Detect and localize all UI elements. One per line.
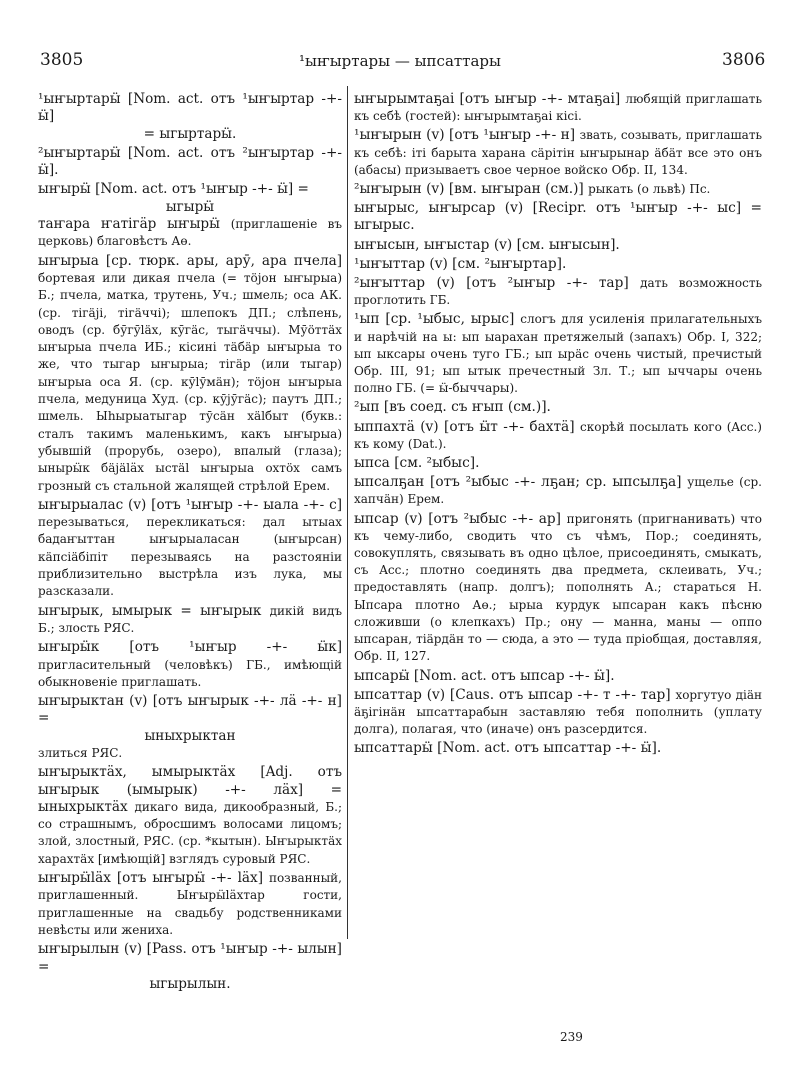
definition: пригласительный (человѣкъ) ГБ., имѣющій обыкновеніе приглашать. [38, 657, 342, 689]
headword: ыҥырык, ымырык [38, 602, 173, 619]
headword: ыпсалҕан [354, 474, 425, 491]
etymology: [отъ ыҥырӹ -+- läх] [116, 870, 264, 887]
headword: ыҥырыктан [38, 693, 124, 710]
definition: любящій приглашать къ себѣ (гостей): ыҥырымтаҕаі кісі. [354, 92, 762, 124]
page-number-left: 3805 [40, 50, 84, 70]
cross-reference: ыныхрыктан [144, 727, 236, 744]
headword: ыпсар [354, 510, 399, 527]
definition: дать возможность проглотить ГБ. [354, 276, 762, 308]
definition: дикаго вида, дикообразный, Б.; со страшнымъ, обросшимъ волосами лицомъ; злой, злостный, РЯС. (ср. *кытын). Ыҥырыктäх харахтäх [имѣющій] взглядъ суровый РЯС. [38, 799, 342, 866]
dictionary-entry [354, 237, 762, 254]
headword: ыҥырӹ [38, 181, 91, 198]
definition: ущелье (ср. хапчäн) Ерем. [354, 475, 762, 507]
etymology: (v) [отъ ыҥырык -+- лä -+- н] = [38, 693, 342, 727]
running-head: ¹ыҥыртары — ыпсаттары [299, 52, 501, 70]
headword: ¹ыҥыттар [354, 255, 426, 272]
etymology: (v) [Pass. отъ ¹ыҥыр -+- ылын] = [38, 941, 342, 975]
definition: хоргутуо діäн äҕігінäн ыпсаттарабын заставляю тебя пополнить (уплату долга), полагая, что (иначе) онъ разсердится. [354, 687, 762, 737]
headword: ыҥырыктäх, ымырыктäх [38, 764, 236, 781]
cross-reference: = ыгыртарӹ. [143, 125, 237, 142]
dictionary-entry [354, 181, 762, 198]
dictionary-entry [38, 253, 342, 495]
definition: (приглашеніе въ церковь) благовѣстъ Аө. [38, 217, 343, 249]
headword: ыҥырымтаҕаі [354, 91, 455, 107]
definition: пригонять (пригнанивать) что къ чему-либо, сводить что съ чѣмъ, Пор.; соединять, совокуплять, связывать въ одно цѣлое, присоединять, смыкать, съ Acc.; плотно соединять два предмета, склеивать, Уч.; предоставлять (напр. долгъ); пополнять А.; стараться Н. Ыпсара плотно Аө.; ырыа курдук ыпсаран какъ пѣсню сложивши (о клепкахъ) Пр.; ону — манна, маны — оппо ыпсаран, тіäрдäн то — сюда, а это — туда пріобщая, доставляя, Обр. II, 127. [354, 511, 762, 664]
headword: ыҥырӹläх [38, 870, 111, 887]
etymology: [Nom. act. отъ ²ыҥыртар -+- ӹ]. [38, 144, 342, 179]
dictionary-entry [38, 870, 342, 939]
etymology: (v) [Recipr. отъ ¹ыҥыр -+- ыс] = ыгырыс. [354, 200, 763, 234]
dictionary-entry [354, 740, 762, 757]
dictionary-entry [38, 91, 342, 143]
definition: звать, созывать, приглашать къ себѣ: іті барыта харана сäрітін ыҥырынар äбäт все это онъ (абасы) призываетъ свое черное войско Обр. II, 134. [354, 128, 763, 177]
dictionary-entry [354, 511, 762, 666]
page-number-right: 3806 [722, 50, 766, 70]
headword: ыпсаттар [354, 686, 422, 703]
etymology: (v) [отъ ²ыҥыр -+- тар] [436, 275, 629, 292]
etymology: [Nom. act. отъ ыпсар -+- ӹ]. [413, 667, 615, 684]
dictionary-entry [38, 603, 342, 638]
headword: ¹ып [354, 311, 380, 328]
definition: дикій видъ Б.; злость РЯС. [38, 603, 342, 635]
sheet-number: 239 [560, 1030, 583, 1044]
etymology: [ср. ¹ыбыс, ырыс] [385, 311, 515, 328]
headword: ыҥысын, ыҥыстар [354, 236, 490, 253]
definition: позванный, приглашенный. Ыҥырӹlӓхтар гости, приглашенные на свадьбу родственниками невѣсты или жениха. [38, 871, 342, 937]
headword: ¹ыҥыртарӹ [38, 91, 121, 107]
dictionary-entry [354, 311, 762, 397]
definition: скорѣй посылать кого (Acc.) къ кому (Dat.). [354, 419, 762, 451]
etymology: [Adj. отъ ыҥырык (ымырык) -+- лäх] = ыныхрыктäх [38, 764, 342, 815]
dictionary-entry [354, 419, 762, 453]
headword: ыҥырыа [38, 252, 99, 269]
dictionary-entry [354, 127, 762, 179]
headword: ²ыҥыттар [354, 275, 426, 292]
definition: слогъ для усиленія прилагательныхъ и нарѣчій на ы: ып ыарахан претяжелый (запахъ) Обр. I, 322; ып ыксары очень туго ГБ.; ып ырäс очень чистый, пречистый Обр. III, 91; ып ытык пречестный Зл. Т.; ып ыччары очень полно ГБ. (= ӹ-быччары). [354, 312, 763, 396]
dictionary-entry [38, 145, 342, 180]
etymology: (v) [отъ ¹ыҥыр -+- н] [426, 127, 576, 144]
dictionary-entry [38, 941, 342, 993]
etymology: [Nom. act. отъ ыпсаттар -+- ӹ]. [437, 740, 662, 757]
etymology: [ср. тюрк. ары, арӯ, ара пчела] [105, 252, 342, 269]
definition: перезываться, перекликаться: дал ытыах бадаҥыттан ыҥырыаласан (ыҥырсан) кäпсіäбіпіт перезываясь на разстояніи приблизительно выстрѣла изъ лука, мы разсказали. [38, 515, 342, 599]
headword: ыпсарӹ [354, 667, 410, 684]
dictionary-entry [354, 200, 762, 234]
etymology: [отъ ¹ыҥыр -+- ӹк] [129, 639, 343, 656]
dictionary-entry [354, 275, 762, 309]
headword: ыҥырыс, ыҥырсар [354, 200, 496, 217]
dictionary-entry [354, 668, 762, 685]
etymology: [въ соед. съ ҥып (см.)]. [383, 399, 551, 416]
definition: бортевая или дикая пчела (= тöjон ыҥырыа) Б.; пчела, матка, трутень, Уч.; шмель; оса АК. (ср. тігäjі, тігäччі); шлепокъ ДП.; слѣпень, оводъ (ср. бӯгӯläх, кӯгäс, тыгäччы). Мӯöттäх ыҥырыа пчела ИБ.; кісині тäбäр ыҥырыа то же, что тыгар ыҥырыа; тігäр (или тыгар) ыҥырыа оса Я. (ср. кӯlӯмäн); тöjон ыҥырыа пчела, медуница Худ. (ср. кӯjӯгäс); паутъ ДП.; шмель. Ыһырыатыгар тӯсäн хälбыт (букв.: сталъ такимъ маленькимъ, какъ ыҥырыа) убывшій (прорубь, озеро), впалый (глаза); ынырӹк бäjälӓх ыстäl ыҥырыа охтöх самъ грозный съ стальной жалящей стрѣлой Ерем. [38, 270, 342, 493]
headword: ыҥырылын [38, 941, 120, 958]
etymology: (v) [см. ²ыҥыртар]. [429, 255, 567, 272]
headword: ыҥырыалас [38, 496, 124, 513]
headword: ²ыҥырын [354, 181, 422, 198]
example: таҥара ҥатігäр ыҥырӹ [38, 216, 220, 233]
dictionary-entry [354, 91, 762, 125]
dictionary-entry [38, 764, 342, 868]
left-column [38, 91, 342, 995]
cross-reference: ыгырӹ [165, 198, 215, 215]
etymology: (v) [Caus. отъ ыпсар -+- т -+- тар] [426, 686, 671, 703]
etymology: (v) [отъ ¹ыҥыр -+- ыала -+- с] [128, 496, 342, 513]
column-divider [347, 86, 348, 939]
dictionary-entry [354, 256, 762, 273]
definition: злиться РЯС. [38, 745, 123, 760]
etymology: (v) [см. ыҥысын]. [493, 236, 620, 253]
etymology: [отъ ²ыбыс -+- лҕан; ср. ыпсылҕа] [430, 474, 682, 491]
etymology: (v) [вм. ыҥыран (см.)] [426, 181, 584, 198]
dictionary-entry [354, 455, 762, 472]
dictionary-entry [38, 693, 342, 762]
page-header [0, 50, 800, 78]
cross-reference: ыгырылын. [149, 975, 231, 992]
headword: ыҥырӹк [38, 639, 100, 656]
headword: ыпса [354, 455, 390, 472]
dictionary-entry [354, 474, 762, 508]
dictionary-entry [38, 497, 342, 601]
etymology: (v) [отъ ²ыбыс -+- ар] [404, 510, 561, 527]
etymology: (v) [отъ ӹт -+- бахтä] [420, 418, 575, 435]
right-column [354, 91, 762, 760]
definition: рыкать (о львѣ) Пс. [588, 182, 711, 197]
etymology: [Nom. act. отъ ¹ыҥыртар -+- ӹ] [38, 91, 342, 125]
dictionary-entry [38, 639, 342, 691]
dictionary-entry [354, 399, 762, 416]
etymology: [отъ ыҥыр -+- мтаҕаі] [459, 91, 621, 107]
headword: ²ыҥыртарӹ [38, 144, 121, 161]
dictionary-entry [38, 181, 342, 250]
etymology: = ыҥырык [180, 602, 262, 619]
headword: ыпсаттарӹ [354, 740, 433, 757]
headword: ¹ыҥырын [354, 127, 422, 144]
dictionary-entry [354, 687, 762, 739]
headword: ыппахтä [354, 418, 415, 435]
headword: ²ып [354, 399, 380, 416]
etymology: [Nom. act. отъ ¹ыҥыр -+- ӹ] = [95, 181, 309, 198]
etymology: [см. ²ыбыс]. [394, 455, 480, 472]
